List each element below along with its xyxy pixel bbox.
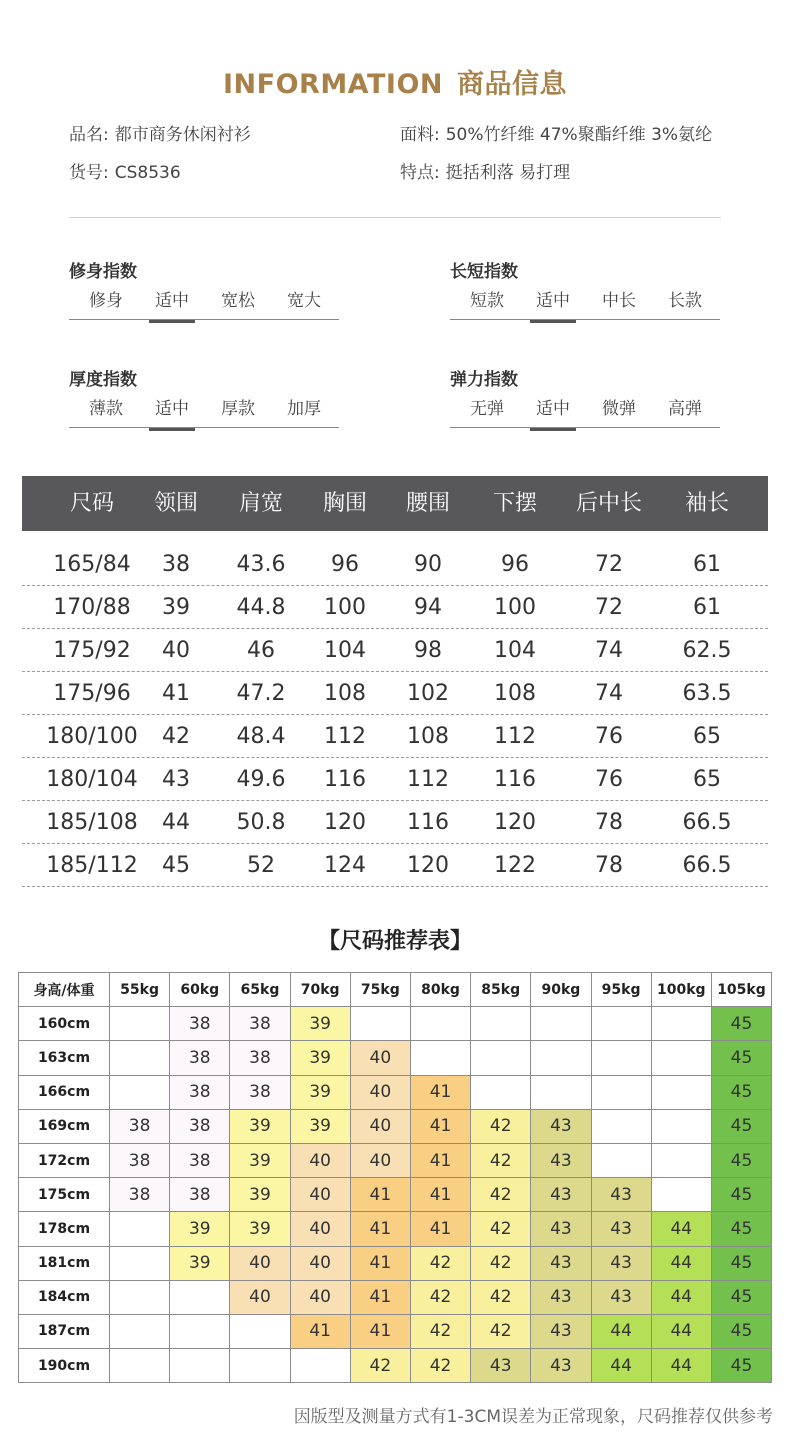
weight-header: 90kg [531, 973, 591, 1007]
size-table-cell: 47.2 [236, 681, 286, 706]
size-table-row [22, 844, 768, 887]
recommend-cell: 40 [290, 1280, 350, 1314]
recommend-row [19, 1041, 772, 1075]
size-table-row [22, 672, 768, 715]
recommend-cell [170, 1314, 230, 1348]
recommend-cell: 39 [230, 1212, 290, 1246]
size-table-cell: 63.5 [682, 681, 732, 706]
weight-header: 100kg [651, 973, 711, 1007]
size-table-cell: 90 [414, 552, 442, 577]
size-table-cell: 38 [162, 552, 190, 577]
size-table-cell: 116 [324, 767, 366, 792]
recommend-cell [591, 1143, 651, 1177]
recommend-cell: 41 [350, 1246, 410, 1280]
info-label: 品名: [69, 125, 109, 145]
recommend-row [19, 1246, 772, 1280]
recommend-cell [290, 1349, 350, 1383]
recommend-cell: 45 [711, 1041, 771, 1075]
recommend-cell: 40 [230, 1246, 290, 1280]
size-recommend-table [18, 972, 772, 1383]
height-header: 181cm [19, 1246, 110, 1280]
recommend-cell [110, 1314, 170, 1348]
recommend-cell [110, 1349, 170, 1383]
size-table-header-cell: 腰围 [405, 491, 450, 516]
recommend-cell: 43 [531, 1314, 591, 1348]
recommend-corner-label: 身高/体重 [19, 973, 110, 1007]
recommend-cell: 42 [410, 1246, 470, 1280]
size-table-header-cell: 肩宽 [238, 491, 283, 516]
recommend-cell: 39 [290, 1075, 350, 1109]
info-label: 面料: [400, 125, 440, 145]
size-table-cell: 72 [595, 595, 623, 620]
thickness-option: 薄款 [89, 399, 123, 419]
length-index-baseline [450, 319, 720, 320]
recommend-cell [110, 1212, 170, 1246]
recommend-cell [410, 1041, 470, 1075]
recommend-cell: 39 [290, 1041, 350, 1075]
weight-header: 105kg [711, 973, 771, 1007]
height-header: 178cm [19, 1212, 110, 1246]
size-table-row [22, 715, 768, 758]
recommend-cell: 40 [290, 1143, 350, 1177]
size-table-row [22, 758, 768, 801]
thickness-index [69, 365, 339, 429]
size-table-cell: 122 [494, 853, 536, 878]
recommend-cell: 38 [230, 1075, 290, 1109]
recommend-cell: 38 [230, 1041, 290, 1075]
recommend-cell [471, 1007, 531, 1041]
recommend-cell: 43 [591, 1212, 651, 1246]
height-header: 166cm [19, 1075, 110, 1109]
thickness-index-title: 厚度指数 [69, 370, 137, 390]
length-index [450, 257, 720, 321]
size-table-cell: 120 [407, 853, 449, 878]
size-table-cell: 78 [595, 853, 623, 878]
recommend-cell [110, 1246, 170, 1280]
disclaimer-note: 因版型及测量方式有1-3CM误差为正常现象，尺码推荐仅供参考 [293, 1407, 773, 1427]
elasticity-option: 无弹 [470, 399, 504, 419]
recommend-cell: 44 [651, 1212, 711, 1246]
weight-header: 60kg [170, 973, 230, 1007]
recommend-header-row [19, 973, 772, 1007]
thickness-option-selected: 适中 [149, 397, 195, 421]
height-header: 184cm [19, 1280, 110, 1314]
recommend-cell: 41 [410, 1075, 470, 1109]
size-table-header-cell: 领围 [153, 491, 198, 516]
size-table-cell: 165/84 [53, 552, 131, 577]
recommend-cell: 40 [350, 1143, 410, 1177]
recommend-cell [591, 1007, 651, 1041]
fit-index-baseline [69, 319, 339, 320]
recommend-cell: 38 [170, 1007, 230, 1041]
recommend-cell: 44 [591, 1349, 651, 1383]
size-table-cell: 104 [494, 638, 536, 663]
size-table-cell: 74 [595, 681, 623, 706]
size-table-cell: 43 [162, 767, 190, 792]
recommend-cell: 41 [410, 1143, 470, 1177]
recommend-cell: 45 [711, 1349, 771, 1383]
size-table-cell: 41 [162, 681, 190, 706]
thickness-option: 加厚 [287, 399, 321, 419]
weight-header: 95kg [591, 973, 651, 1007]
size-table-cell: 39 [162, 595, 190, 620]
recommend-cell [110, 1041, 170, 1075]
size-table-cell: 40 [162, 638, 190, 663]
weight-header: 55kg [110, 973, 170, 1007]
elasticity-option: 微弹 [602, 399, 636, 419]
thickness-option: 厚款 [221, 399, 255, 419]
size-table-cell: 44 [162, 810, 190, 835]
info-label: 货号: [69, 163, 109, 183]
recommend-cell: 38 [170, 1109, 230, 1143]
size-table-header [22, 476, 768, 531]
recommend-row [19, 1314, 772, 1348]
size-table-cell: 112 [407, 767, 449, 792]
recommend-cell: 43 [531, 1109, 591, 1143]
weight-header: 75kg [350, 973, 410, 1007]
size-table-cell: 66.5 [682, 853, 732, 878]
recommend-cell: 38 [170, 1143, 230, 1177]
recommend-cell: 43 [531, 1212, 591, 1246]
size-table-cell: 49.6 [236, 767, 286, 792]
recommend-cell: 43 [531, 1246, 591, 1280]
recommend-cell: 38 [170, 1041, 230, 1075]
recommend-cell: 45 [711, 1143, 771, 1177]
size-table-cell: 185/112 [46, 853, 138, 878]
recommend-cell: 38 [110, 1109, 170, 1143]
size-table-cell: 74 [595, 638, 623, 663]
recommend-cell [110, 1007, 170, 1041]
recommend-cell [110, 1075, 170, 1109]
weight-header: 80kg [410, 973, 470, 1007]
recommend-cell: 42 [471, 1212, 531, 1246]
fit-option-selected: 适中 [149, 289, 195, 313]
recommend-cell: 44 [651, 1280, 711, 1314]
size-table-cell: 65 [693, 767, 721, 792]
length-index-title: 长短指数 [450, 262, 518, 282]
recommend-cell [110, 1280, 170, 1314]
size-table-cell: 52 [247, 853, 275, 878]
size-table-cell: 62.5 [682, 638, 732, 663]
recommend-cell [651, 1143, 711, 1177]
size-table-cell: 102 [407, 681, 449, 706]
size-table-cell: 94 [414, 595, 442, 620]
recommend-cell [591, 1041, 651, 1075]
recommend-cell: 45 [711, 1007, 771, 1041]
recommend-cell [230, 1349, 290, 1383]
recommend-cell: 40 [230, 1280, 290, 1314]
recommend-cell: 42 [350, 1349, 410, 1383]
recommend-cell: 40 [290, 1246, 350, 1280]
info-fabric [400, 120, 712, 145]
size-table-cell: 72 [595, 552, 623, 577]
recommend-cell: 42 [471, 1143, 531, 1177]
recommend-cell [471, 1041, 531, 1075]
size-table-header-cell: 胸围 [322, 491, 367, 516]
recommend-cell: 43 [531, 1349, 591, 1383]
recommend-cell: 42 [410, 1280, 470, 1314]
recommend-row [19, 1178, 772, 1212]
size-table-cell: 124 [324, 853, 366, 878]
recommend-cell [350, 1007, 410, 1041]
fit-option: 宽松 [221, 291, 255, 311]
info-features [400, 158, 570, 183]
recommend-cell: 38 [170, 1075, 230, 1109]
divider [69, 217, 721, 218]
height-header: 169cm [19, 1109, 110, 1143]
recommend-cell: 38 [110, 1143, 170, 1177]
recommend-row [19, 1007, 772, 1041]
size-table-cell: 120 [494, 810, 536, 835]
size-table-row [22, 543, 768, 586]
recommend-cell [651, 1109, 711, 1143]
recommend-cell: 42 [471, 1280, 531, 1314]
size-table-cell: 45 [162, 853, 190, 878]
size-table-cell: 180/104 [46, 767, 138, 792]
info-value: CS8536 [114, 163, 181, 183]
size-table-cell: 98 [414, 638, 442, 663]
recommend-cell: 42 [471, 1178, 531, 1212]
recommend-row [19, 1109, 772, 1143]
recommend-cell [170, 1349, 230, 1383]
recommend-cell: 44 [651, 1349, 711, 1383]
recommend-cell [651, 1075, 711, 1109]
recommend-cell: 43 [531, 1280, 591, 1314]
recommend-cell: 45 [711, 1246, 771, 1280]
size-table-cell: 180/100 [46, 724, 138, 749]
size-table-cell: 120 [324, 810, 366, 835]
length-option-selected: 适中 [530, 289, 576, 313]
fit-index-title: 修身指数 [69, 262, 137, 282]
recommend-cell: 45 [711, 1178, 771, 1212]
height-header: 190cm [19, 1349, 110, 1383]
section-title-cn: 商品信息 [457, 69, 567, 100]
recommend-cell: 39 [170, 1212, 230, 1246]
size-table-cell: 44.8 [236, 595, 286, 620]
info-product-name [69, 120, 251, 145]
info-value: 50%竹纤维 47%聚酯纤维 3%氨纶 [445, 125, 713, 145]
weight-header: 70kg [290, 973, 350, 1007]
recommend-title: 【尺码推荐表】 [317, 929, 472, 954]
size-table-cell: 66.5 [682, 810, 732, 835]
fit-index [69, 257, 339, 321]
length-option: 短款 [470, 291, 504, 311]
recommend-cell: 41 [350, 1212, 410, 1246]
recommend-cell: 39 [230, 1143, 290, 1177]
size-table-cell: 175/92 [53, 638, 131, 663]
size-table-cell: 185/108 [46, 810, 138, 835]
recommend-cell: 38 [110, 1178, 170, 1212]
size-table-cell: 96 [331, 552, 359, 577]
size-table-row [22, 586, 768, 629]
recommend-cell: 40 [290, 1178, 350, 1212]
recommend-cell: 42 [410, 1314, 470, 1348]
elasticity-index-baseline [450, 427, 720, 428]
recommend-cell [471, 1075, 531, 1109]
size-table-cell: 46 [247, 638, 275, 663]
weight-header: 65kg [230, 973, 290, 1007]
recommend-cell: 42 [410, 1349, 470, 1383]
section-title [0, 62, 790, 101]
size-table-cell: 76 [595, 724, 623, 749]
size-table-cell: 112 [494, 724, 536, 749]
elasticity-index [450, 365, 720, 429]
recommend-cell: 42 [471, 1314, 531, 1348]
recommend-cell: 43 [531, 1178, 591, 1212]
size-table-header-cell: 袖长 [684, 491, 729, 516]
section-title-en: INFORMATION [222, 69, 443, 100]
info-item-number [69, 158, 181, 183]
elasticity-option: 高弹 [668, 399, 702, 419]
info-value: 挺括利落 易打理 [445, 163, 571, 183]
fit-option: 宽大 [287, 291, 321, 311]
recommend-cell [591, 1109, 651, 1143]
size-table-cell: 48.4 [236, 724, 286, 749]
recommend-cell: 38 [230, 1007, 290, 1041]
recommend-cell [170, 1280, 230, 1314]
fit-option: 修身 [89, 291, 123, 311]
recommend-cell [230, 1314, 290, 1348]
recommend-cell [531, 1007, 591, 1041]
size-table-row [22, 629, 768, 672]
recommend-cell: 44 [591, 1314, 651, 1348]
recommend-cell [651, 1007, 711, 1041]
recommend-cell: 40 [350, 1041, 410, 1075]
recommend-cell: 39 [290, 1007, 350, 1041]
size-table-cell: 78 [595, 810, 623, 835]
recommend-cell: 41 [350, 1178, 410, 1212]
recommend-cell: 45 [711, 1109, 771, 1143]
size-table-cell: 43.6 [236, 552, 286, 577]
recommend-cell: 40 [350, 1075, 410, 1109]
height-header: 163cm [19, 1041, 110, 1075]
recommend-cell: 40 [350, 1109, 410, 1143]
size-table-cell: 61 [693, 595, 721, 620]
thickness-index-baseline [69, 427, 339, 428]
info-value: 都市商务休闲衬衫 [114, 125, 251, 145]
recommend-row [19, 1075, 772, 1109]
recommend-cell [651, 1041, 711, 1075]
recommend-cell: 45 [711, 1212, 771, 1246]
recommend-cell: 44 [651, 1314, 711, 1348]
recommend-cell [531, 1041, 591, 1075]
recommend-cell: 39 [230, 1178, 290, 1212]
size-table-header-cell: 下摆 [492, 491, 537, 516]
recommend-cell: 42 [471, 1246, 531, 1280]
height-header: 175cm [19, 1178, 110, 1212]
size-table-cell: 170/88 [53, 595, 131, 620]
recommend-cell: 38 [170, 1178, 230, 1212]
recommend-cell [531, 1075, 591, 1109]
recommend-cell: 45 [711, 1314, 771, 1348]
info-label: 特点: [400, 163, 440, 183]
size-table-cell: 116 [407, 810, 449, 835]
size-table-cell: 76 [595, 767, 623, 792]
recommend-cell: 45 [711, 1075, 771, 1109]
size-table-header-cell: 后中长 [575, 491, 642, 516]
recommend-cell: 41 [410, 1178, 470, 1212]
height-header: 172cm [19, 1143, 110, 1177]
recommend-cell [410, 1007, 470, 1041]
size-table-cell: 96 [501, 552, 529, 577]
height-header: 160cm [19, 1007, 110, 1041]
recommend-cell: 41 [350, 1314, 410, 1348]
elasticity-option-selected: 适中 [530, 397, 576, 421]
recommend-cell: 43 [471, 1349, 531, 1383]
recommend-cell: 39 [290, 1109, 350, 1143]
recommend-row [19, 1212, 772, 1246]
height-header: 187cm [19, 1314, 110, 1348]
recommend-row [19, 1280, 772, 1314]
recommend-cell: 43 [591, 1280, 651, 1314]
recommend-cell: 42 [471, 1109, 531, 1143]
recommend-row [19, 1349, 772, 1383]
recommend-cell: 44 [651, 1246, 711, 1280]
recommend-cell: 45 [711, 1280, 771, 1314]
size-table-cell: 65 [693, 724, 721, 749]
length-option: 长款 [668, 291, 702, 311]
recommend-cell: 43 [531, 1143, 591, 1177]
size-table-cell: 116 [494, 767, 536, 792]
size-table-cell: 42 [162, 724, 190, 749]
recommend-cell: 41 [350, 1280, 410, 1314]
size-table-cell: 112 [324, 724, 366, 749]
size-table-header-cell: 尺码 [69, 491, 114, 516]
size-table-cell: 108 [324, 681, 366, 706]
recommend-cell: 41 [410, 1212, 470, 1246]
size-table-cell: 100 [494, 595, 536, 620]
recommend-cell [651, 1178, 711, 1212]
recommend-cell: 43 [591, 1178, 651, 1212]
size-table-cell: 108 [494, 681, 536, 706]
length-option: 中长 [602, 291, 636, 311]
size-table-cell: 61 [693, 552, 721, 577]
recommend-cell [591, 1075, 651, 1109]
recommend-row [19, 1143, 772, 1177]
recommend-cell: 39 [230, 1109, 290, 1143]
elasticity-index-title: 弹力指数 [450, 370, 518, 390]
size-table-row [22, 801, 768, 844]
weight-header: 85kg [471, 973, 531, 1007]
size-table-cell: 104 [324, 638, 366, 663]
recommend-cell: 41 [290, 1314, 350, 1348]
recommend-cell: 39 [170, 1246, 230, 1280]
size-table-cell: 108 [407, 724, 449, 749]
recommend-cell: 41 [410, 1109, 470, 1143]
size-table-cell: 100 [324, 595, 366, 620]
size-table-cell: 175/96 [53, 681, 131, 706]
recommend-cell: 40 [290, 1212, 350, 1246]
recommend-cell: 43 [591, 1246, 651, 1280]
size-table-cell: 50.8 [236, 810, 286, 835]
